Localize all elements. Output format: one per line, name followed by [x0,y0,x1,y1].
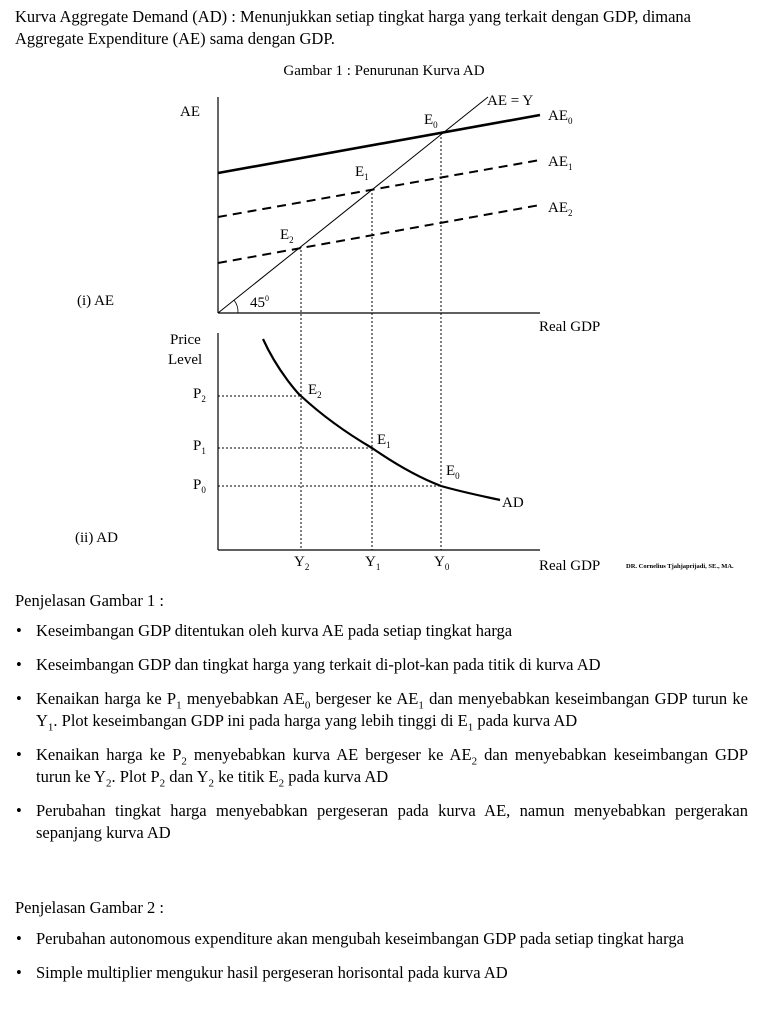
vertical-guides [301,133,441,550]
figure-title: Gambar 1 : Penurunan Kurva AD [283,63,485,79]
bullet-item [15,744,748,788]
bullet-text: Keseimbangan GDP dan tingkat harga yang terkait di-plot-kan pada titik di kurva AD [36,655,601,674]
gdp-y2-label: $Y_2$ [294,554,310,572]
ad-y-axis-label-line2: Level [168,352,203,368]
subscript: 2 [159,777,166,790]
bullet-text: Perubahan tingkat harga menyebabkan pergeseran pada kurva AE, namun menyebabkan pergerakan sepanjang kurva AD [36,801,748,842]
panel-ae-label: (i) AE [77,293,115,309]
subscript: 1 [47,721,54,734]
price-p1-label: $P_1$ [193,438,206,456]
ad-curve-label: AD [502,495,524,511]
bullet-text: . Plot keseimbangan GDP ini pada harga yang lebih tinggi di E [53,711,468,730]
point-e1-label: $E_1$ [355,164,369,182]
section2-title: Penjelasan Gambar 2 : [15,898,164,917]
subscript: 2 [105,777,112,790]
bullet-text: pada kurva AD [284,767,389,786]
bullet-text: Simple multiplier mengukur hasil pergeseran horisontal pada kurva AD [36,963,508,982]
subscript: 2 [278,777,285,790]
subscript: 1 [467,721,474,734]
ad-point-e0-label: $E_0$ [446,463,460,481]
bullet-item [15,620,748,642]
bullet-text: dan Y [165,767,209,786]
angle-label: $45^0$ [250,294,269,311]
ad-x-axis-label: Real GDP [539,558,601,574]
bullet-text: menyebabkan AE [181,689,305,708]
angle-arc [234,300,238,313]
subscript: 2 [181,755,187,768]
ad-point-e1-label: $E_1$ [377,432,391,450]
bullet-dot: • [16,801,22,820]
horizontal-guides [218,396,441,486]
ad-point-e2-label: $E_2$ [308,382,322,400]
bullet-text: Perubahan autonomous expenditure akan mengubah keseimbangan GDP pada setiap tingkat harga [36,929,684,948]
ae2-line [218,205,540,263]
bullet-text: Keseimbangan GDP ditentukan oleh kurva AE pada setiap tingkat harga [36,621,513,640]
ae-y-axis-label: AE [180,104,200,120]
ae0-line [218,115,540,173]
ad-y-axis-label-line1: Price [170,332,201,348]
panel-ad [75,332,600,574]
intro-paragraph: Kurva Aggregate Demand (AD) : Menunjukkan setiap tingkat harga yang terkait dengan GDP, dimana Aggregate Expenditure (AE) sama dengan GDP. [15,7,692,48]
price-p2-label: $P_2$ [193,386,206,404]
price-p0-label: $P_0$ [193,477,206,495]
bullet-dot: • [16,621,22,640]
bullet-text: dan menyebabkan keseimbangan GDP turun ke Y [36,745,748,786]
ae2-label: $AE_2$ [548,200,573,218]
bullet-dot: • [16,655,22,674]
section1-title: Penjelasan Gambar 1 : [15,591,164,610]
bullet-dot: • [16,745,22,764]
bullet-text: Kenaikan harga ke P [36,745,182,764]
subscript: 1 [176,699,182,712]
section2-bullet-list [15,928,748,984]
subscript: 2 [471,755,478,768]
bullet-item [15,800,748,844]
point-e0-label: $E_0$ [424,112,438,130]
point-e2-label: $E_2$ [280,227,294,245]
subscript: 1 [418,699,424,712]
panel-ae [77,93,600,335]
bullet-text: pada kurva AD [473,711,578,730]
ae-equals-y-label: AE = Y [487,93,534,109]
bullet-item [15,654,748,676]
bullet-text: Kenaikan harga ke P [36,689,177,708]
bullet-text: ke titik E [214,767,279,786]
ae-x-axis-label: Real GDP [539,319,601,335]
ae0-label: $AE_0$ [548,108,573,126]
bullet-text: dan menyebabkan keseimbangan GDP turun ke Y [36,689,748,730]
bullet-dot: • [16,689,22,708]
section1-bullet-list [15,620,748,844]
ad-curve [263,339,500,500]
subscript: 2 [208,777,215,790]
bullet-text: . Plot P [111,767,160,786]
gdp-y0-label: $Y_0$ [434,554,450,572]
bullet-dot: • [16,929,22,948]
bullet-item [15,962,748,984]
ae1-label: $AE_1$ [548,154,573,172]
bullet-item [15,928,748,950]
ae-equals-y-line [218,97,488,313]
author-credit: DR. Cornelius Tjahjaprijadi, SE., MA. [626,563,734,570]
bullet-text: bergeser ke AE [310,689,419,708]
bullet-item [15,688,748,732]
gdp-y1-label: $Y_1$ [365,554,381,572]
panel-ad-label: (ii) AD [75,530,118,546]
subscript: 0 [304,699,311,712]
bullet-dot: • [16,963,22,982]
bullet-text: menyebabkan kurva AE bergeser ke AE [186,745,472,764]
ae1-line [218,160,540,217]
